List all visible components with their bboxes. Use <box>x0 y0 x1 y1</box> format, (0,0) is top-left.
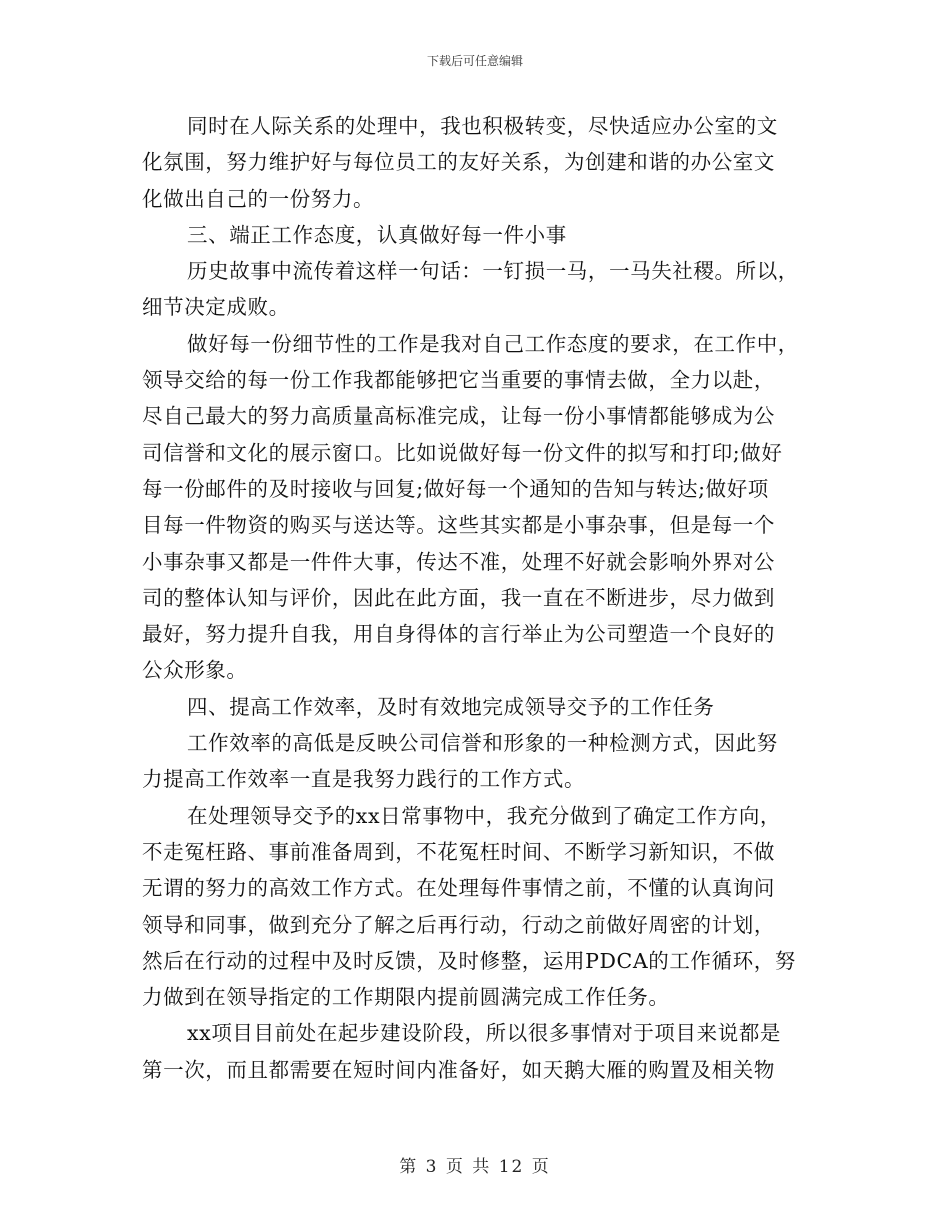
text-line: 领导交给的每一份工作我都能够把它当重要的事情去做，全力以赴， <box>142 368 775 393</box>
text-line: 细节决定成败。 <box>142 295 290 320</box>
text-line: 化做出自己的一份努力。 <box>142 186 375 211</box>
text-line: 领导和同事，做到充分了解之后再行动，行动之前做好周密的计划， <box>142 912 775 937</box>
text-line: 司信誉和文化的展示窗口。比如说做好每一份文件的拟写和打印;做好 <box>142 440 783 465</box>
text-line: 力提高工作效率一直是我努力践行的工作方式。 <box>142 767 586 792</box>
text-line: 第一次，而且都需要在短时间内准备好，如天鹅大雁的购置及相关物 <box>142 1057 775 1082</box>
text-line: 历史故事中流传着这样一句话：一钉损一马，一马失社稷。所以， <box>187 259 799 284</box>
text-line: 力做到在领导指定的工作期限内提前圆满完成工作任务。 <box>142 985 670 1010</box>
text-line: 最好，努力提升自我，用自身得体的言行举止为公司塑造一个良好的 <box>142 622 775 647</box>
text-line: 在处理领导交予的xx日常事物中，我充分做到了确定工作方向， <box>187 803 782 828</box>
header-note: 下载后可任意编辑 <box>426 54 523 68</box>
text-line: 司的整体认知与评价，因此在此方面，我一直在不断进步，尽力做到 <box>142 585 775 610</box>
text-line: 化氛围，努力维护好与每位员工的友好关系，为创建和谐的办公室文 <box>142 150 775 175</box>
text-line: 每一份邮件的及时接收与回复;做好每一个通知的告知与转达;做好项 <box>142 476 769 501</box>
text-line: 小事杂事又都是一件件大事，传达不准，处理不好就会影响外界对公 <box>142 549 775 574</box>
text-line: 公众形象。 <box>142 658 248 683</box>
page-number-footer: 第 3 页 共 12 页 <box>399 1157 551 1177</box>
text-line: 然后在行动的过程中及时反馈，及时修整，运用PDCA的工作循环，努 <box>142 948 796 973</box>
text-line: xx项目目前处在起步建设阶段，所以很多事情对于项目来说都是 <box>187 1021 782 1046</box>
section-heading: 四、提高工作效率，及时有效地完成领导交予的工作任务 <box>187 694 715 719</box>
text-line: 尽自己最大的努力高质量高标准完成，让每一份小事情都能够成为公 <box>142 404 775 429</box>
text-line: 不走冤枉路、事前准备周到，不花冤枉时间、不断学习新知识，不做 <box>142 839 775 864</box>
text-line: 工作效率的高低是反映公司信誉和形象的一种检测方式，因此努 <box>187 731 778 756</box>
document-body <box>142 108 810 1088</box>
text-line: 做好每一份细节性的工作是我对自己工作态度的要求，在工作中， <box>187 331 799 356</box>
section-heading: 三、端正工作态度，认真做好每一件小事 <box>187 222 567 247</box>
text-line: 目每一件物资的购买与送达等。这些其实都是小事杂事，但是每一个 <box>142 513 775 538</box>
text-line: 无谓的努力的高效工作方式。在处理每件事情之前，不懂的认真询问 <box>142 876 775 901</box>
text-line: 同时在人际关系的处理中，我也积极转变，尽快适应办公室的文 <box>187 114 778 138</box>
